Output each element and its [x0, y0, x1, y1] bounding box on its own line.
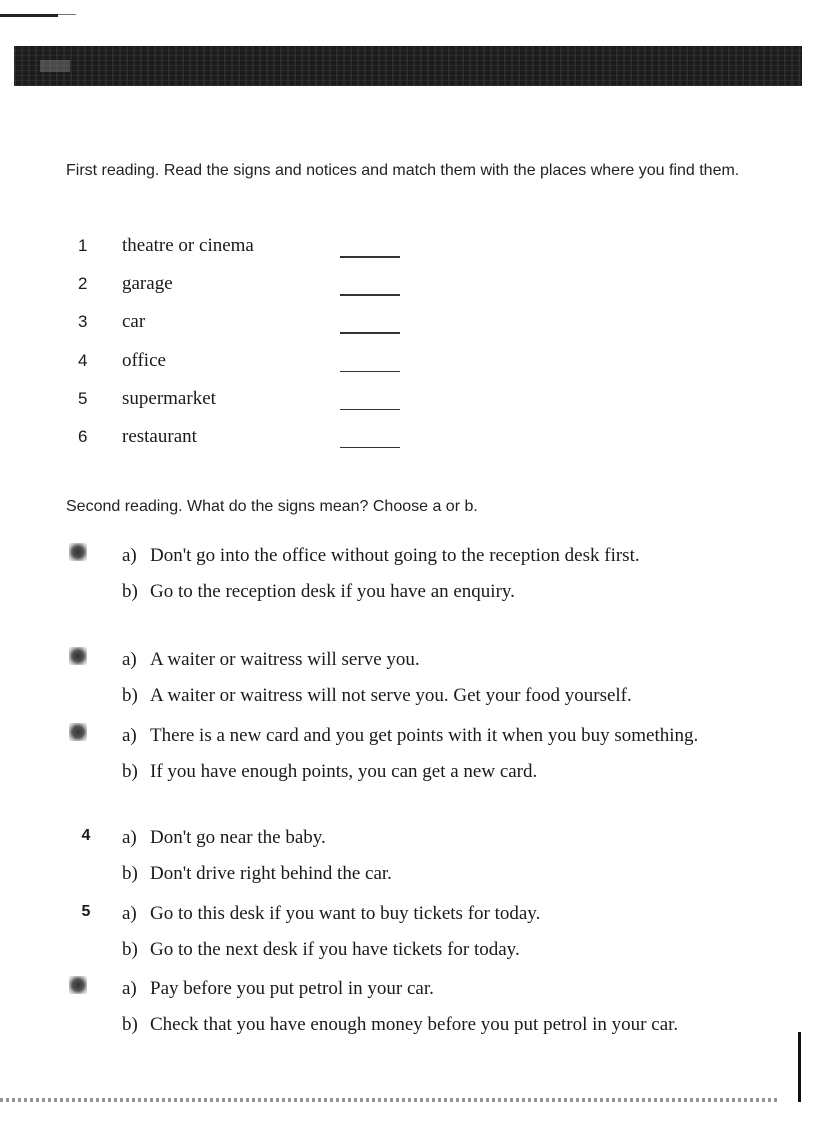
option-letter: b) — [122, 863, 138, 884]
question-number: 5 — [81, 903, 91, 920]
top-rule-tail — [58, 14, 76, 15]
page-edge-mark — [798, 1032, 801, 1102]
option-text: Pay before you put petrol in your car. — [150, 978, 434, 999]
option-text: Check that you have enough money before you put petrol in your car. — [150, 1014, 679, 1035]
option-text: If you have enough points, you can get a new card. — [150, 761, 538, 782]
option-letter: a) — [122, 903, 137, 924]
option-letter: a) — [122, 827, 137, 848]
place-number: 6 — [78, 426, 88, 446]
option-text: A waiter or waitress will serve you. — [150, 649, 420, 670]
place-label: garage — [122, 273, 173, 295]
place-number: 3 — [78, 312, 88, 332]
option-text: Don't go into the office without going to the reception desk first. — [150, 545, 640, 566]
answer-blank[interactable] — [340, 294, 400, 296]
place-label: office — [122, 349, 166, 371]
option-a[interactable] — [66, 824, 746, 851]
option-b[interactable] — [66, 682, 746, 709]
option-a[interactable] — [66, 542, 746, 569]
place-label: car — [122, 311, 146, 333]
question-6 — [66, 975, 746, 1047]
option-b[interactable] — [66, 860, 746, 887]
place-label: supermarket — [122, 387, 216, 409]
place-number: 2 — [78, 274, 88, 294]
option-letter: b) — [122, 939, 138, 960]
header-bar — [14, 46, 802, 86]
place-row — [66, 306, 466, 344]
place-label: theatre or cinema — [122, 235, 254, 256]
option-letter: a) — [122, 649, 137, 670]
option-text: Go to this desk if you want to buy tickets for today. — [150, 903, 541, 924]
places-list — [66, 230, 466, 459]
answer-blank[interactable] — [340, 371, 400, 373]
option-text: Don't go near the baby. — [150, 827, 326, 848]
option-letter: a) — [122, 725, 137, 746]
option-b[interactable] — [66, 578, 746, 605]
option-a[interactable] — [66, 722, 746, 749]
question-5 — [66, 900, 746, 972]
option-text: Go to the next desk if you have tickets for today. — [150, 939, 520, 960]
header-texture — [40, 60, 70, 72]
place-row — [66, 383, 466, 421]
place-row — [66, 421, 466, 459]
second-reading-instruction: Second reading. What do the signs mean? Choose a or b. — [66, 498, 478, 515]
question-2 — [66, 646, 746, 718]
place-row — [66, 345, 466, 383]
option-letter: b) — [122, 581, 138, 602]
option-a[interactable] — [66, 900, 746, 927]
first-reading-instruction: First reading. Read the signs and notices and match them with the places where you find them. — [66, 162, 740, 179]
bottom-scan-edge — [0, 1098, 780, 1102]
option-text: Don't drive right behind the car. — [150, 863, 392, 884]
option-b[interactable] — [66, 1011, 746, 1038]
answer-blank[interactable] — [340, 409, 400, 411]
option-b[interactable] — [66, 936, 746, 963]
question-4 — [66, 824, 746, 896]
option-b[interactable] — [66, 758, 746, 785]
place-number: 4 — [78, 350, 88, 370]
option-text: There is a new card and you get points with it when you buy something. — [150, 725, 699, 746]
top-rule — [0, 14, 58, 17]
question-3 — [66, 722, 746, 794]
option-a[interactable] — [66, 975, 746, 1002]
option-letter: a) — [122, 978, 137, 999]
place-row — [66, 268, 466, 306]
question-number: 4 — [81, 827, 91, 844]
option-letter: b) — [122, 1014, 138, 1035]
option-letter: b) — [122, 685, 138, 706]
option-letter: b) — [122, 761, 138, 782]
answer-blank[interactable] — [340, 447, 400, 449]
place-number: 1 — [78, 236, 88, 255]
answer-blank[interactable] — [340, 332, 400, 334]
option-text: Go to the reception desk if you have an enquiry. — [150, 581, 515, 602]
question-1 — [66, 542, 746, 614]
place-label: restaurant — [122, 425, 197, 447]
option-letter: a) — [122, 545, 137, 566]
option-text: A waiter or waitress will not serve you. Get your food yourself. — [150, 685, 632, 706]
place-row — [66, 230, 466, 268]
place-number: 5 — [78, 388, 88, 408]
answer-blank[interactable] — [340, 256, 400, 258]
option-a[interactable] — [66, 646, 746, 673]
